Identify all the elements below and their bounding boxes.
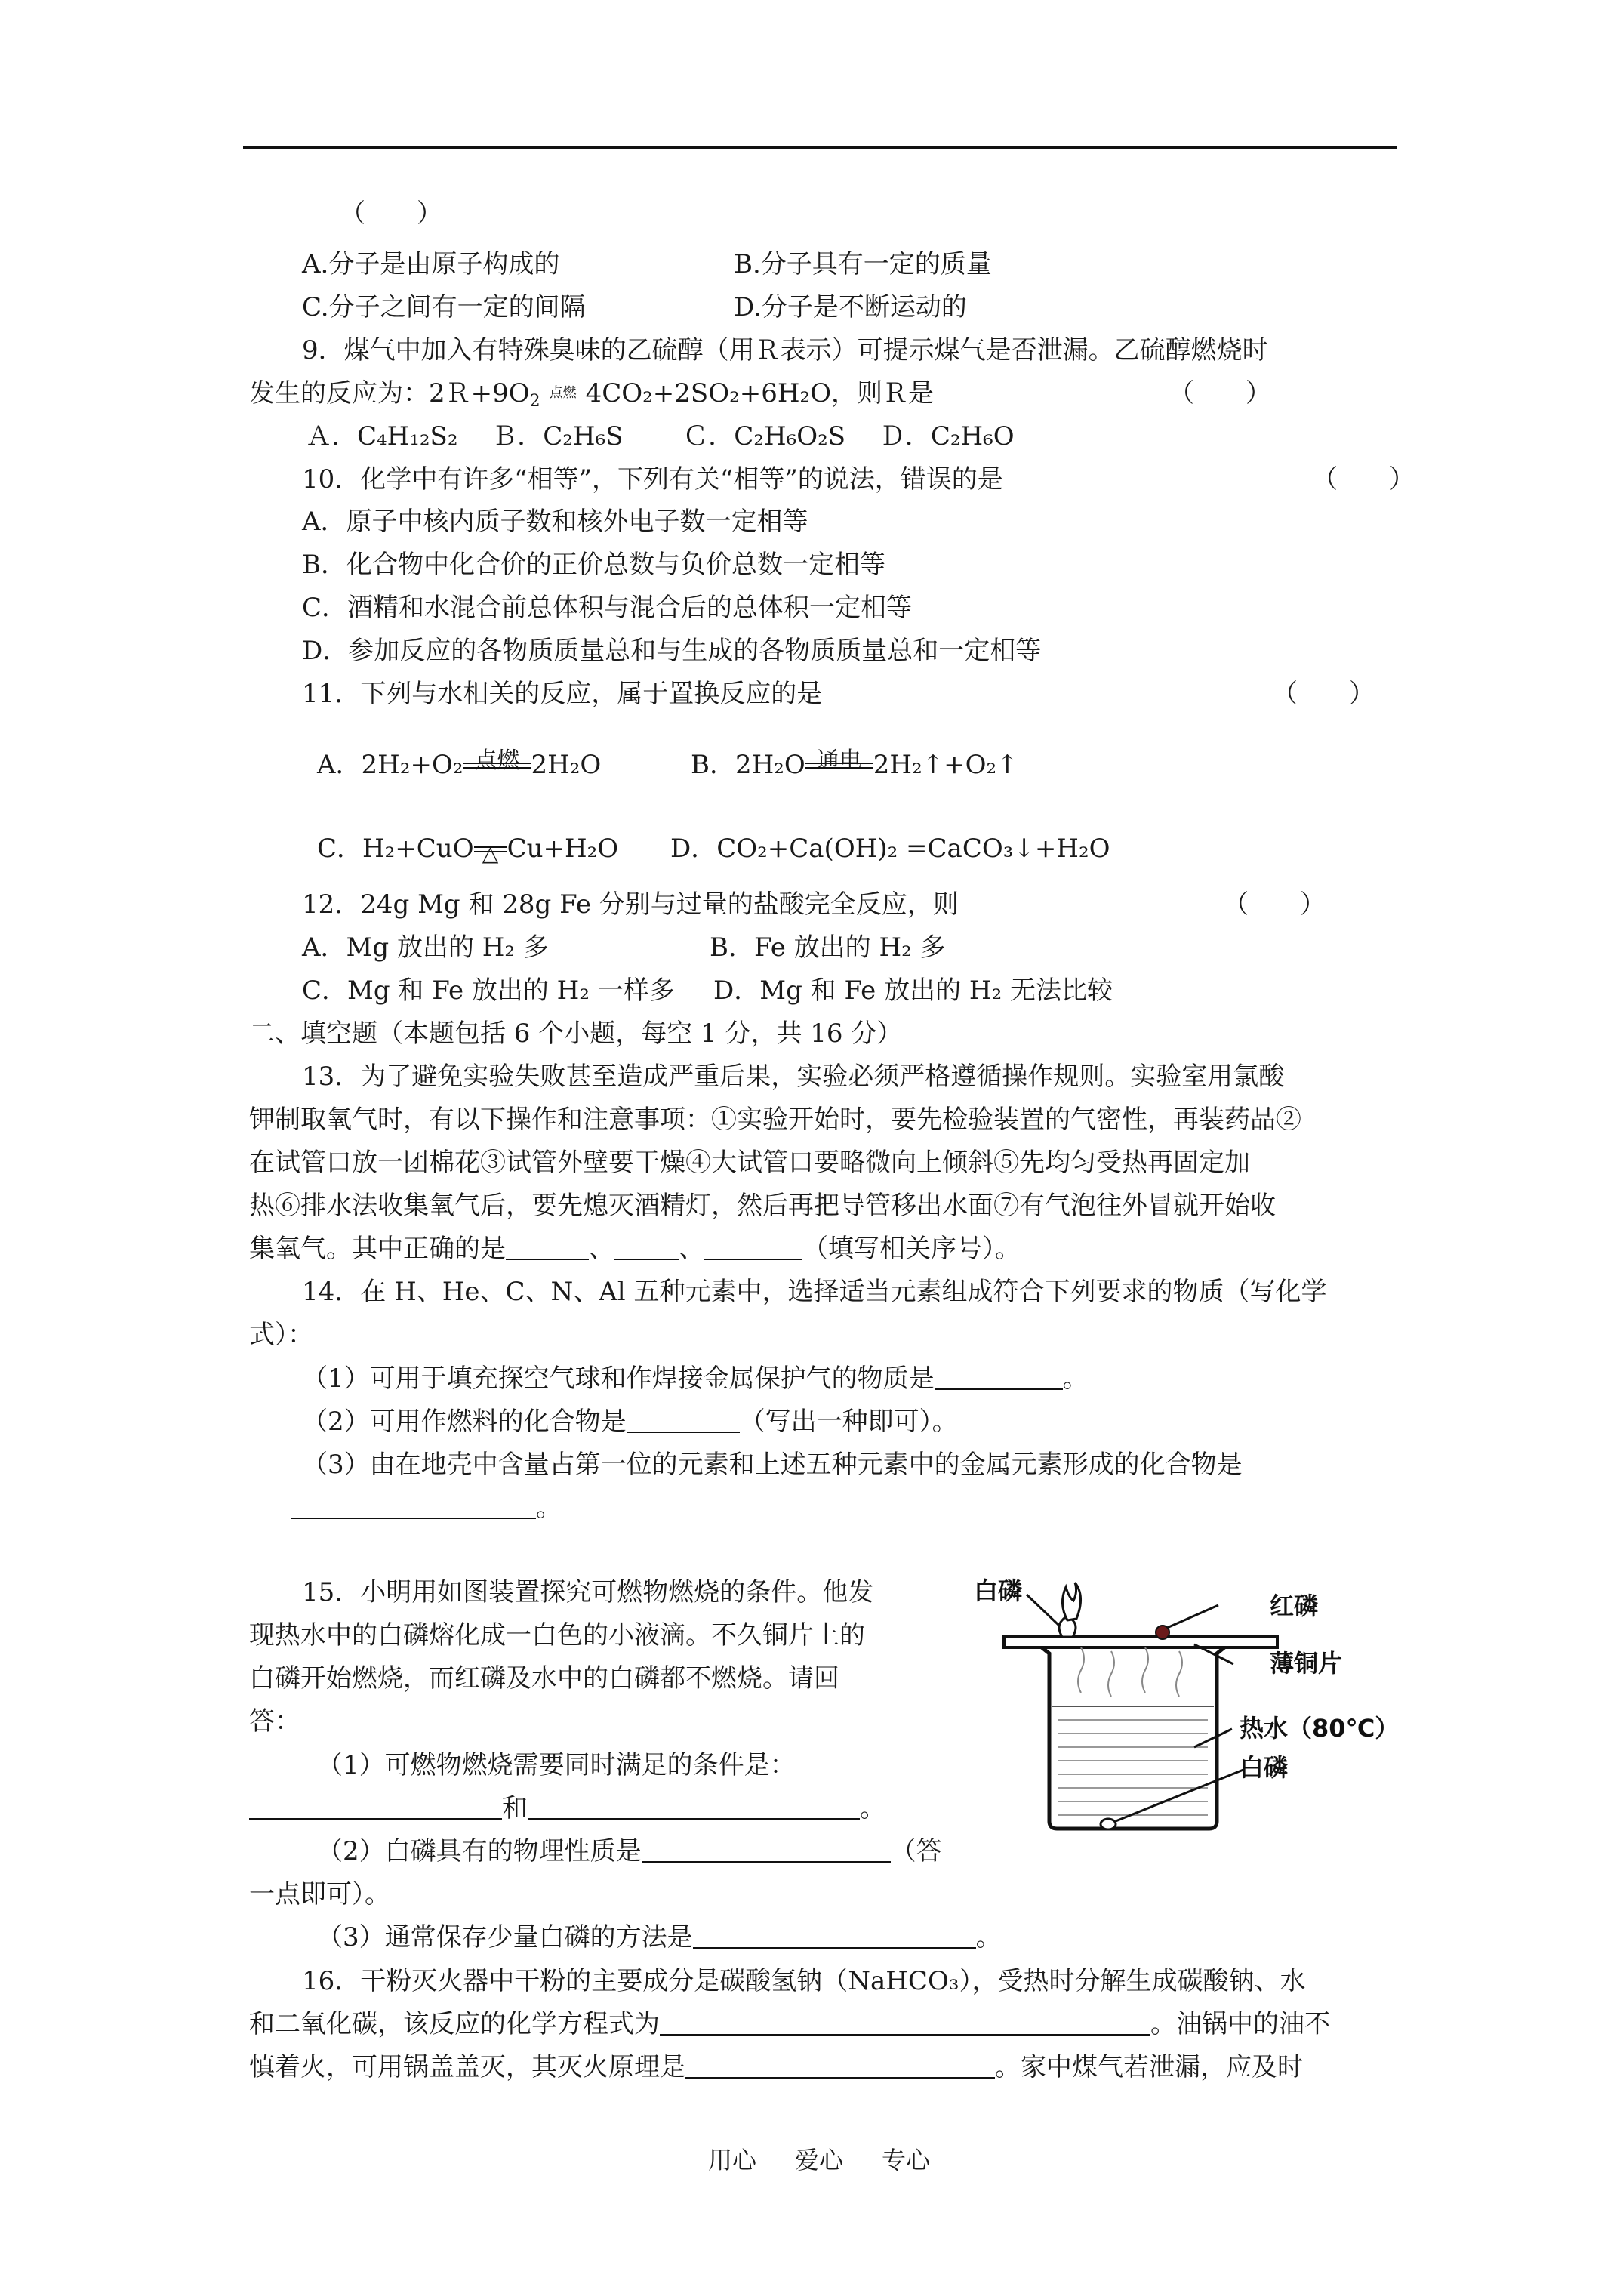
q15-blank-4[interactable] [693, 1925, 976, 1949]
q15-blank-1[interactable] [249, 1795, 502, 1820]
q9-stem-line1: 9．煤气中加入有特殊臭味的乙硫醇（用Ｒ表示）可提示煤气是否泄漏。乙硫醇燃烧时 [302, 335, 1268, 365]
flame-icon [1062, 1583, 1080, 1620]
q15-line1: 15．小明用如图装置探究可燃物燃烧的条件。他发 [302, 1577, 874, 1607]
water-lines [1058, 1720, 1208, 1815]
q10-option-b: B．化合物中化合价的正价总数与负价总数一定相等 [302, 550, 885, 580]
q9-answer-paren: （ ） [1169, 378, 1271, 408]
q11-option-c: C．H₂+CuO △ Cu+H₂O [317, 834, 618, 864]
q11-c-condition: △ [482, 841, 499, 866]
q8-option-c: C.分子之间有一定的间隔 [302, 292, 586, 322]
label-hot-water: 热水（80℃） [1240, 1714, 1400, 1743]
q15-blank-2[interactable] [528, 1795, 860, 1820]
q11-option-d: D．CO₂+Ca(OH)₂ =CaCO₃↓+H₂O [670, 834, 1110, 864]
q12-option-d: D．Mg 和 Fe 放出的 H₂ 无法比较 [713, 975, 1113, 1006]
q10-option-c: C．酒精和水混合前总体积与混合后的总体积一定相等 [302, 593, 913, 623]
q15-line4: 答： [249, 1706, 300, 1737]
footer-word-3: 专心 [882, 2146, 931, 2174]
q14-part1: （1）可用于填充探空气球和作焊接金属保护气的物质是 。 [302, 1364, 1089, 1394]
q16-line1: 16．干粉灭火器中干粉的主要成分是碳酸氢钠（NaHCO₃），受热时分解生成碳酸钠、水 [302, 1966, 1306, 1996]
label-white-phosphorus-bottom: 白磷 [1240, 1753, 1289, 1782]
q9-reaction-condition: 点燃 [549, 385, 577, 401]
q11-stem: 11．下列与水相关的反应，属于置换反应的是 [302, 679, 823, 709]
q13-blank-3[interactable] [704, 1236, 802, 1260]
q13-blank-2[interactable] [614, 1236, 679, 1260]
q9-options: Ａ．C₄H₁₂S₂ Ｂ．C₂H₆S Ｃ．C₂H₆O₂S Ｄ．C₂H₆O [306, 421, 1015, 451]
q10-answer-paren: （ ） [1312, 464, 1415, 495]
q16-blank-2[interactable] [685, 2054, 995, 2079]
label-copper-sheet: 薄铜片 [1270, 1649, 1343, 1678]
q8-answer-paren: （ ） [340, 199, 442, 229]
q12-option-c: C．Mg 和 Fe 放出的 H₂ 一样多 [302, 975, 675, 1006]
q14-line1: 14．在 H、He、C、N、Al 五种元素中，选择适当元素组成符合下列要求的物质（写化学 [302, 1277, 1327, 1307]
q15-part3: （3）通常保存少量白磷的方法是 。 [317, 1922, 1002, 1952]
q15-line3: 白磷开始燃烧，而红磷及水中的白磷都不燃烧。请回 [249, 1663, 839, 1693]
combustion-apparatus-figure [968, 1572, 1400, 1844]
header-rule [243, 146, 1397, 149]
q13-line2: 钾制取氧气时，有以下操作和注意事项：①实验开始时，要先检验装置的气密性，再装药品② [249, 1105, 1301, 1135]
q12-option-a: A．Mg 放出的 H₂ 多 [302, 932, 549, 963]
steam-icon [1078, 1647, 1182, 1697]
copper-sheet [1004, 1637, 1277, 1647]
q15-part1: （1）可燃物燃烧需要同时满足的条件是： [317, 1750, 796, 1780]
q13-line5: 集氧气。其中正确的是 、 、 （填写相关序号）。 [249, 1234, 1021, 1264]
q13-line3: 在试管口放一团棉花③试管外壁要干燥④大试管口要略微向上倾斜⑤先均匀受热再固定加 [249, 1148, 1250, 1178]
section-2-heading: 二、填空题（本题包括 6 个小题，每空 1 分，共 16 分） [249, 1019, 903, 1049]
q11-option-a: A．2H₂+O₂ 点燃 2H₂O [317, 747, 602, 780]
q10-option-d: D．参加反应的各物质质量总和与生成的各物质质量总和一定相等 [302, 636, 1042, 666]
q14-part2: （2）可用作燃料的化合物是 （写出一种即可）。 [302, 1407, 958, 1437]
q14-line2: 式）： [249, 1320, 313, 1350]
q14-blank-1[interactable] [935, 1366, 1063, 1390]
q14-blank-3[interactable] [291, 1495, 536, 1519]
q13-line4: 热⑥排水法收集氧气后，要先熄灭酒精灯，然后再把导管移出水面⑦有气泡往外冒就开始收 [249, 1191, 1276, 1221]
q9-stem-line2: 发生的反应为：$2R+9O_2$ 点燃 4CO₂+2SO₂+6H₂O，则Ｒ是 [249, 378, 934, 411]
q16-line3: 慎着火，可用锅盖盖灭，其灭火原理是 。家中煤气若泄漏，应及时 [249, 2052, 1303, 2082]
q11-option-b: B．2H₂O 通电 2H₂↑+O₂↑ [691, 747, 1018, 780]
q8-option-b: B.分子具有一定的质量 [734, 249, 992, 279]
q8-option-a: A.分子是由原子构成的 [302, 249, 560, 279]
q11-answer-paren: （ ） [1272, 679, 1375, 709]
q14-part3: （3）由在地壳中含量占第一位的元素和上述五种元素中的金属元素形成的化合物是 [302, 1450, 1243, 1480]
q10-option-a: A．原子中核内质子数和核外电子数一定相等 [302, 507, 808, 537]
label-white-phosphorus-top: 白磷 [974, 1576, 1023, 1605]
q14-blank-2[interactable] [627, 1409, 740, 1433]
q16-line2: 和二氧化碳，该反应的化学方程式为 。油锅中的油不 [249, 2009, 1330, 2039]
q8-option-d: D.分子是不断运动的 [734, 292, 967, 322]
q15-part2: （2）白磷具有的物理性质是 （答 [317, 1836, 942, 1866]
q12-option-b: B．Fe 放出的 H₂ 多 [710, 932, 946, 963]
footer-word-2: 爱心 [795, 2146, 844, 2174]
q11-b-condition: 通电 [816, 747, 862, 774]
q15-line2: 现热水中的白磷熔化成一白色的小液滴。不久铜片上的 [249, 1620, 865, 1650]
q15-blank-3[interactable] [642, 1838, 891, 1863]
q15-part2-cont: 一点即可）。 [249, 1879, 390, 1909]
q15-part1-answer: 和 。 [249, 1793, 885, 1823]
q12-stem: 12．24g Mg 和 28g Fe 分别与过量的盐酸完全反应，则 [302, 889, 959, 920]
q12-answer-paren: （ ） [1223, 889, 1326, 920]
q14-part3-answer: 。 [291, 1493, 562, 1523]
label-red-phosphorus: 红磷 [1270, 1592, 1319, 1620]
q16-blank-1[interactable] [660, 2011, 1150, 2036]
q10-stem: 10．化学中有许多“相等”，下列有关“相等”的说法，错误的是 [302, 464, 1003, 495]
q11-a-condition: 点燃 [474, 747, 520, 774]
white-phosphorus-water [1101, 1819, 1116, 1829]
footer-word-1: 用心 [708, 2146, 757, 2174]
q13-blank-1[interactable] [506, 1236, 589, 1260]
q13-line1: 13．为了避免实验失败甚至造成严重后果，实验必须严格遵循操作规则。实验室用氯酸 [302, 1062, 1285, 1092]
